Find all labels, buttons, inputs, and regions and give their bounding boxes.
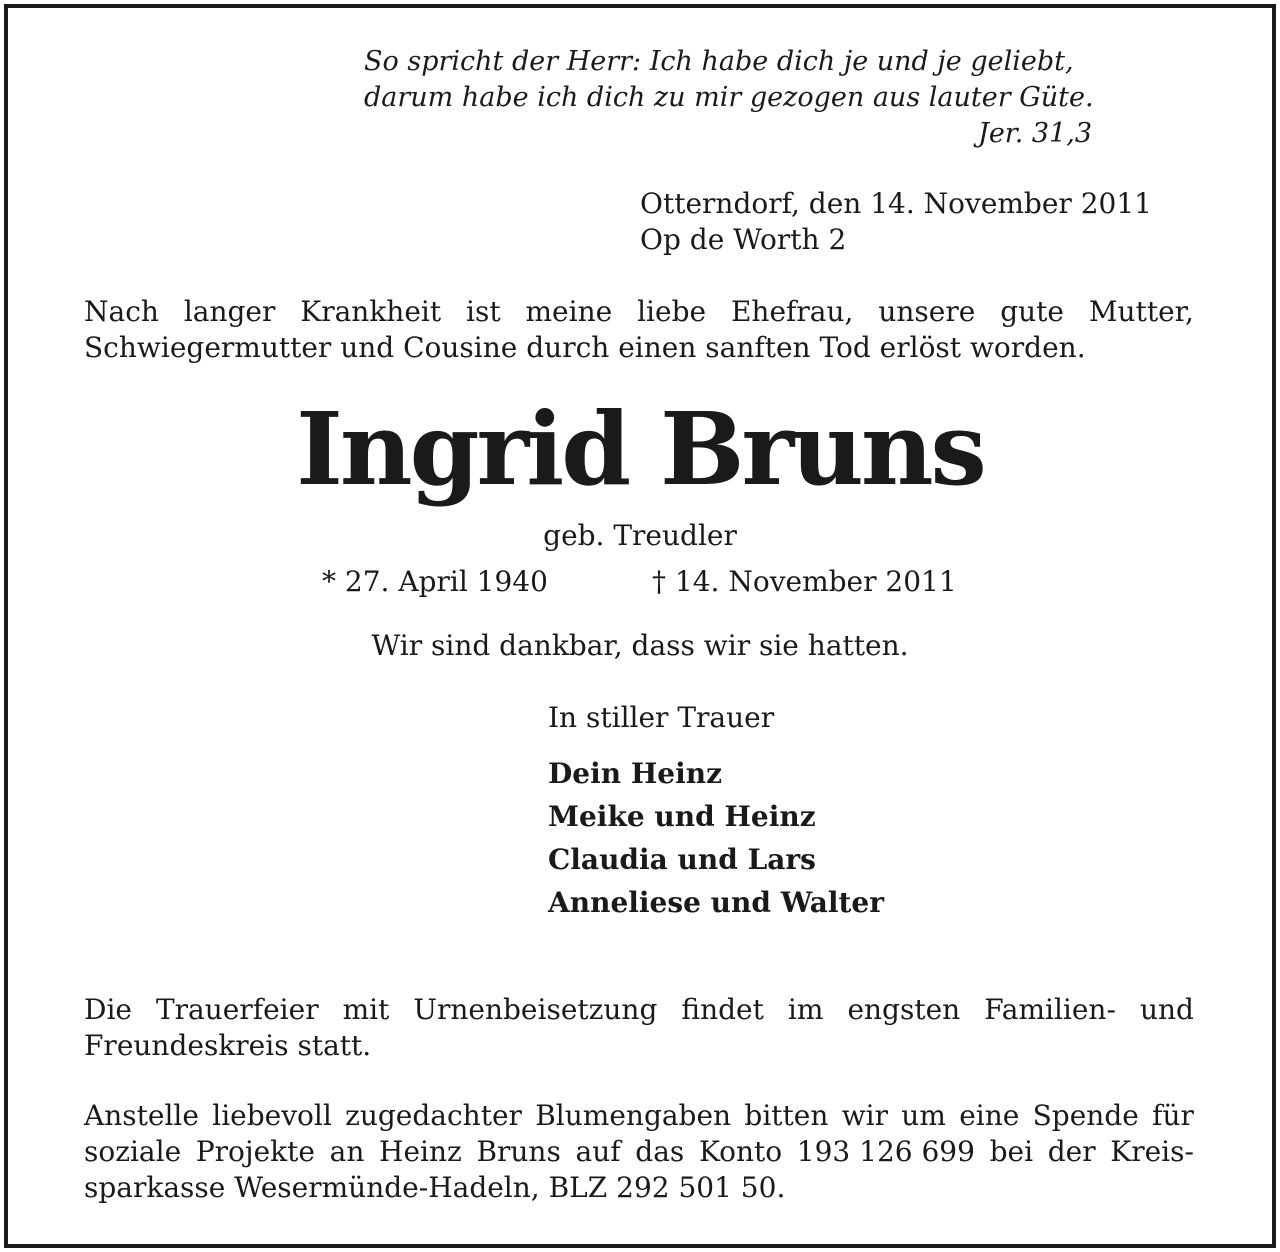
intro-paragraph (84, 294, 1194, 366)
mourner-name: Meike und Heinz (548, 800, 816, 833)
donation-word: Heinz (379, 1135, 462, 1168)
intro-word: Krankheit (300, 295, 442, 328)
donation-word: Spende (1032, 1099, 1139, 1132)
intro-line-2: Schwiegermutter und Cousine durch einen sanften Tod erlöst worden. (84, 331, 1086, 364)
intro-word: langer (183, 295, 276, 328)
donation-word: für (1152, 1099, 1194, 1132)
funeral-word: und (1139, 993, 1194, 1026)
donation-word: an (329, 1135, 365, 1168)
donation-word: auf (575, 1135, 621, 1168)
donation-word: das (635, 1135, 685, 1168)
intro-word: meine (525, 295, 613, 328)
donation-line-2 (84, 1134, 1194, 1170)
mourner-name: Anneliese und Walter (548, 886, 884, 919)
donation-word: Blumengaben (535, 1099, 732, 1132)
funeral-word: Familien- (984, 993, 1116, 1026)
intro-word: gute (1000, 295, 1064, 328)
funeral-paragraph (84, 992, 1194, 1064)
donation-word: eine (959, 1099, 1020, 1132)
birth-name: geb. Treudler (543, 519, 737, 552)
place-date-line: Otterndorf, den 14. November 2011 (640, 187, 1152, 220)
donation-word: soziale (84, 1135, 182, 1168)
mourning-heading: In stiller Trauer (548, 701, 775, 734)
intro-word: ist (466, 295, 501, 328)
funeral-word: mit (342, 993, 390, 1026)
bank-account-number: 193 126 699 (796, 1135, 975, 1168)
funeral-word: Trauerfeier (156, 993, 319, 1026)
mourner-name: Claudia und Lars (548, 843, 816, 876)
donation-paragraph (84, 1098, 1194, 1206)
donation-word: Projekte (195, 1135, 315, 1168)
quote-line-2: darum habe ich dich zu mir gezogen aus lauter Güte. (364, 82, 1094, 113)
address-line: Op de Worth 2 (640, 223, 847, 256)
donation-word: Bruns (476, 1135, 561, 1168)
donation-word: bei (989, 1135, 1034, 1168)
donation-line-3: sparkasse Wesermünde-Hadeln, BLZ 292 501 50. (84, 1171, 786, 1204)
funeral-word: engsten (847, 993, 961, 1026)
mourner-name: Dein Heinz (548, 757, 723, 790)
donation-word: um (901, 1099, 946, 1132)
donation-word: bitten (744, 1099, 829, 1132)
intro-word: Mutter, (1088, 295, 1194, 328)
donation-word: Anstelle (84, 1099, 199, 1132)
funeral-word: Die (84, 993, 132, 1026)
death-date: † 14. November 2011 (652, 565, 957, 598)
funeral-word: im (787, 993, 824, 1026)
donation-word: Konto (698, 1135, 783, 1168)
gratitude-line: Wir sind dankbar, dass wir sie hatten. (371, 629, 909, 662)
funeral-line-1 (84, 992, 1194, 1028)
intro-word: Ehefrau, (730, 295, 854, 328)
donation-word: wir (841, 1099, 888, 1132)
funeral-word: findet (681, 993, 764, 1026)
intro-word: liebe (637, 295, 707, 328)
intro-line-1 (84, 294, 1194, 330)
funeral-word: Urnenbeisetzung (413, 993, 658, 1026)
donation-line-1 (84, 1098, 1194, 1134)
donation-word: Kreis- (1110, 1135, 1194, 1168)
intro-word: unsere (878, 295, 976, 328)
quote-line-1: So spricht der Herr: Ich habe dich je und je geliebt, (364, 46, 1074, 77)
funeral-line-2: Freundeskreis statt. (84, 1029, 372, 1062)
birth-date: * 27. April 1940 (322, 565, 548, 598)
donation-word: liebevoll (212, 1099, 332, 1132)
deceased-name: Ingrid Bruns (296, 390, 984, 508)
donation-word: der (1047, 1135, 1096, 1168)
intro-word: Nach (84, 295, 159, 328)
donation-word: zugedachter (345, 1099, 522, 1132)
quote-reference: Jer. 31,3 (978, 118, 1093, 149)
